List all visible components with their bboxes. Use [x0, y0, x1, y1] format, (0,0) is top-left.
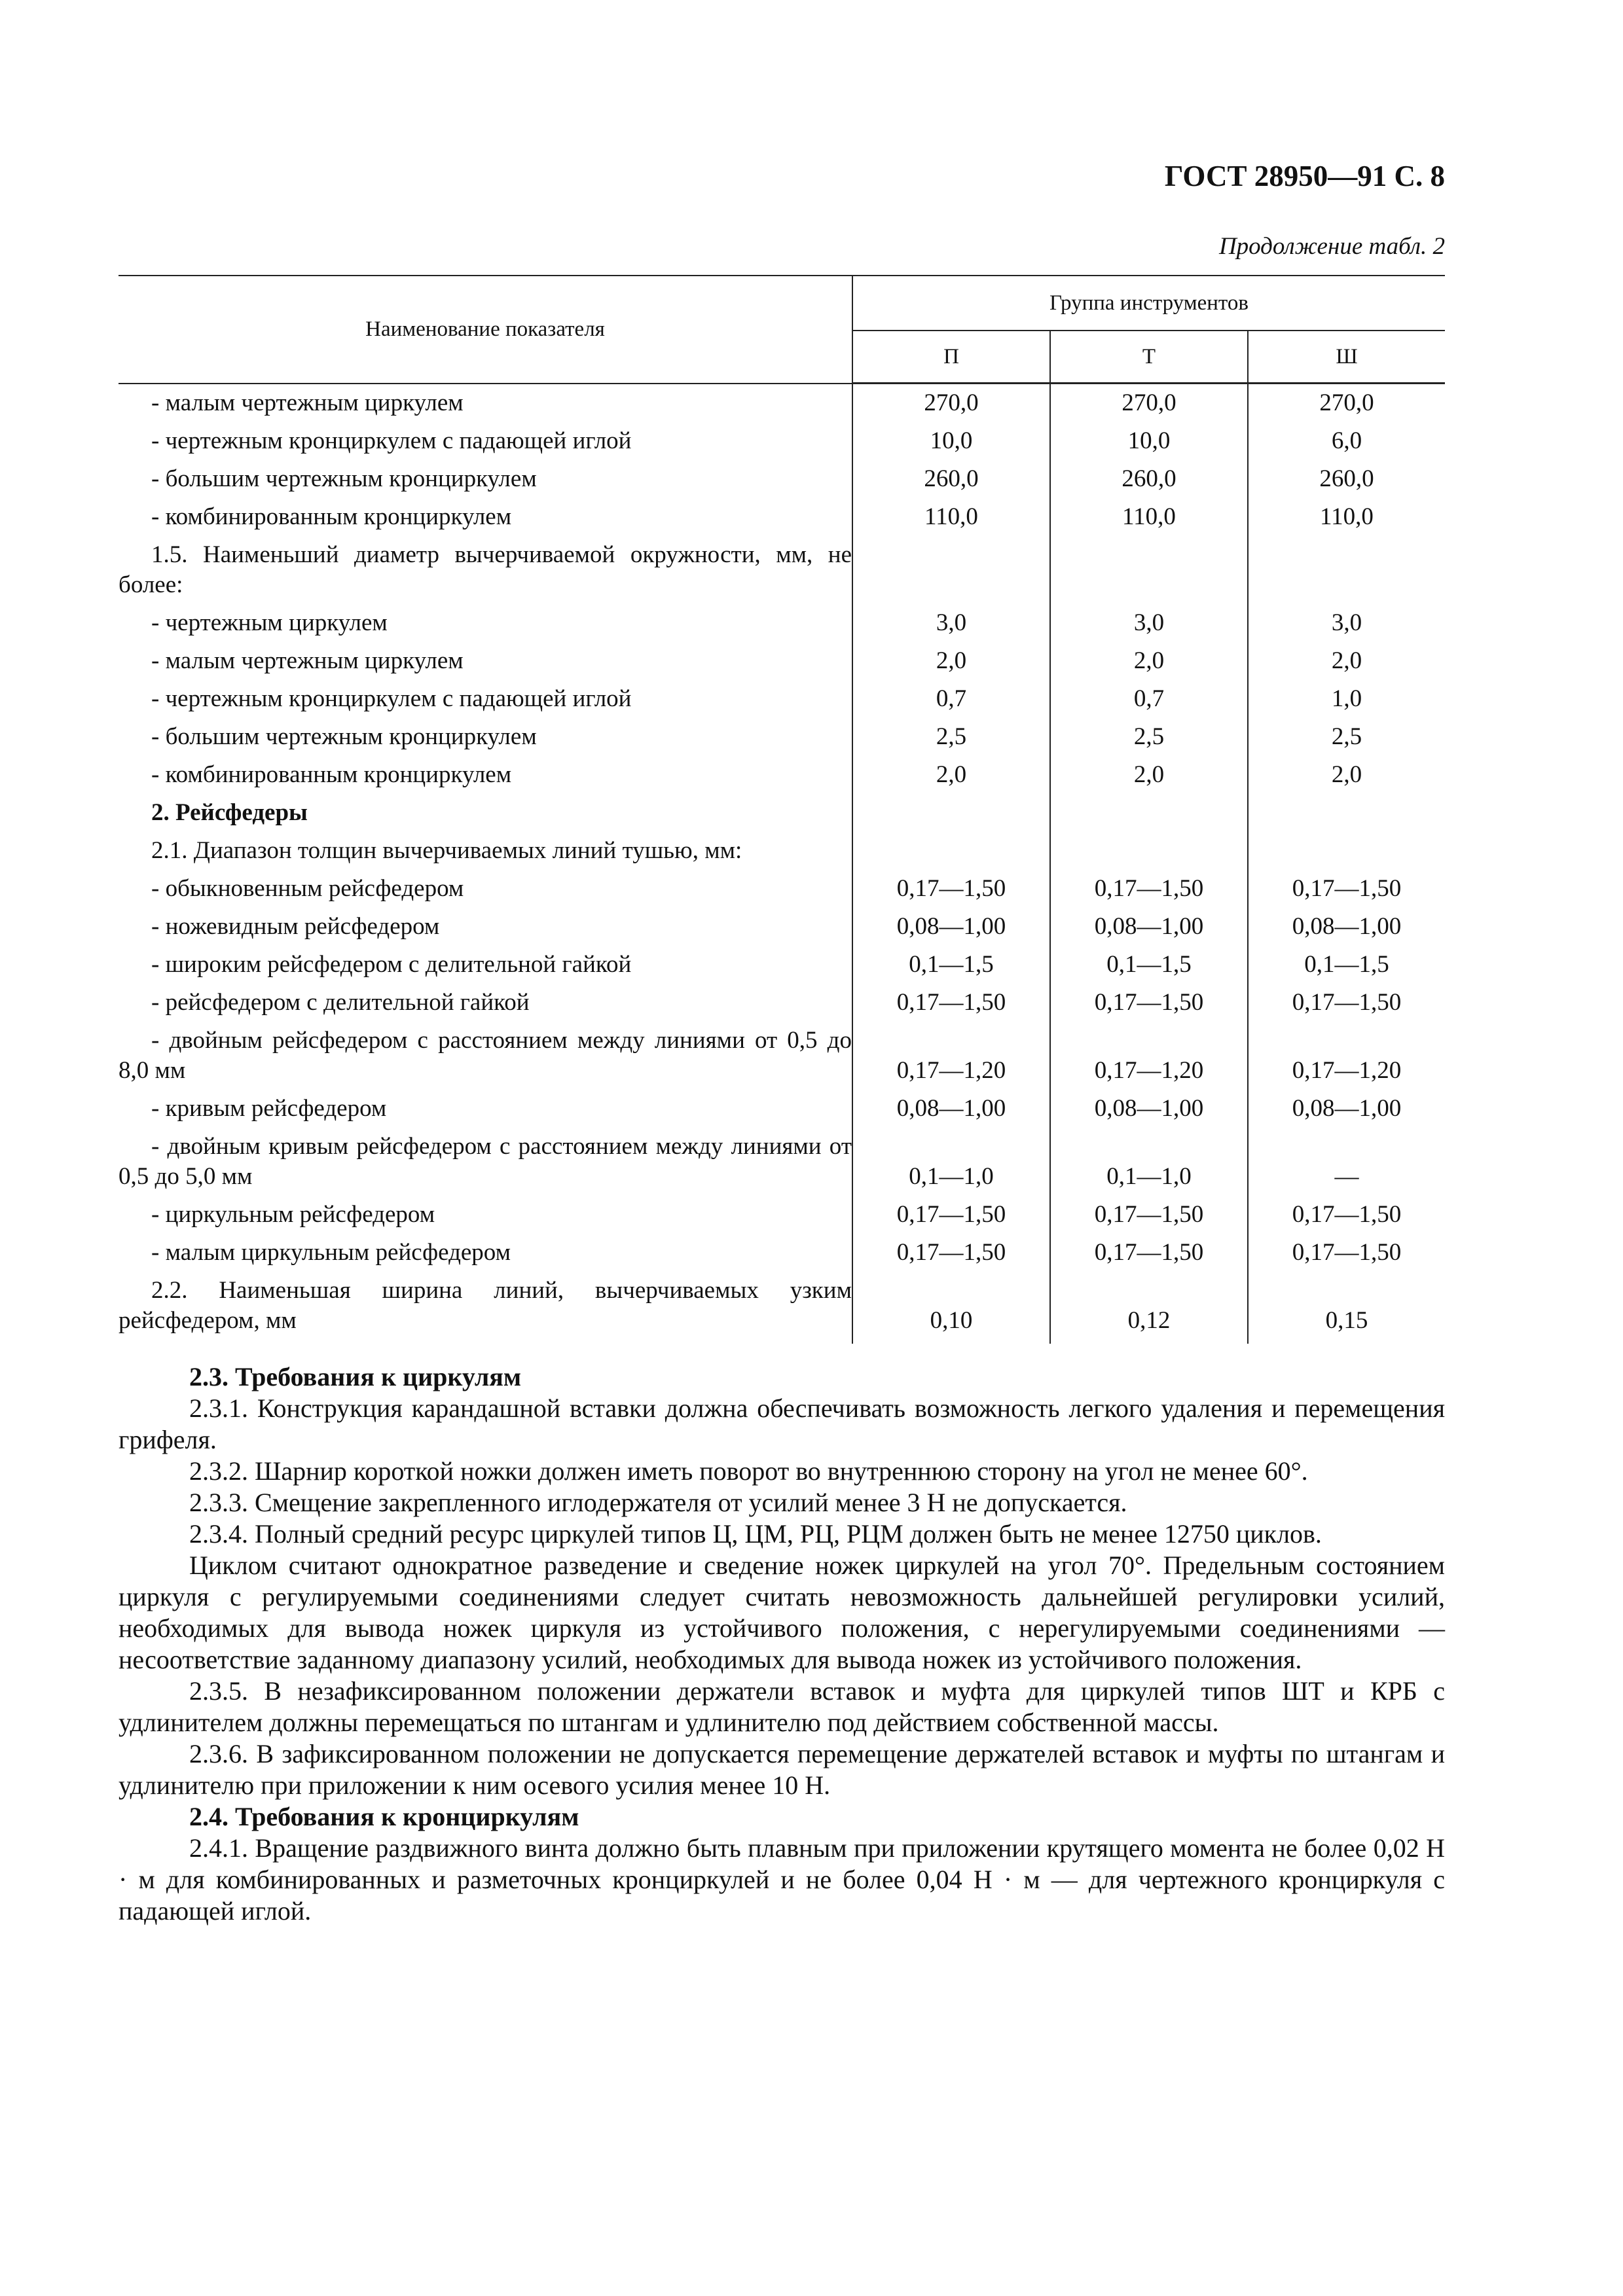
cell-sh: 0,17—1,50: [1248, 1238, 1445, 1276]
cell-sh: 1,0: [1248, 684, 1445, 722]
cell-sh: [1248, 540, 1445, 608]
cell-sh: 270,0: [1248, 384, 1445, 427]
row-label: - циркульным рейсфедером: [151, 1201, 435, 1228]
cell-p: 0,08—1,00: [852, 1094, 1050, 1132]
row-label: 1.5. Наименьший диаметр вычерчиваемой окружности, мм, не более:: [119, 541, 852, 598]
table-row: [119, 836, 1445, 874]
row-label: - рейсфедером с делительной гайкой: [151, 989, 530, 1016]
row-label: 2.1. Диапазон толщин вычерчиваемых линий тушью, мм:: [151, 837, 742, 864]
table-row: [119, 1276, 1445, 1344]
row-label: 2.2. Наименьшая ширина линий, вычерчиваемых узким рейсфедером, мм: [119, 1277, 852, 1334]
cell-t: 110,0: [1050, 502, 1248, 540]
table-row: [119, 950, 1445, 988]
section-heading-compasses: 2.3. Требования к циркулям: [189, 1362, 522, 1391]
row-label: - комбинированным кронциркулем: [151, 503, 512, 530]
cell-sh: 0,17—1,50: [1248, 874, 1445, 912]
cell-sh: 0,08—1,00: [1248, 912, 1445, 950]
section-heading: 2. Рейсфедеры: [151, 799, 308, 826]
row-label: - чертежным кронциркулем с падающей иглой: [151, 427, 632, 454]
row-label: - чертежным циркулем: [151, 609, 388, 636]
cell-t: 2,0: [1050, 760, 1248, 798]
table-continuation-note: Продолжение табл. 2: [1218, 233, 1445, 260]
cell-t: 0,17—1,50: [1050, 1200, 1248, 1238]
cell-sh: 6,0: [1248, 426, 1445, 464]
paragraph: 2.3.3. Смещение закрепленного иглодержателя от усилий менее 3 Н не допускается.: [189, 1488, 1127, 1517]
section-heading-calipers: 2.4. Требования к кронциркулям: [189, 1802, 579, 1831]
row-label: - комбинированным кронциркулем: [151, 761, 512, 788]
cell-sh: [1248, 836, 1445, 874]
cell-sh: 0,17—1,50: [1248, 988, 1445, 1026]
cell-p: 0,7: [852, 684, 1050, 722]
paragraph: Циклом считают однократное разведение и сведение ножек циркулей на угол 70°. Предельным состоянием циркуля с регулируемыми соединениями следует считать невозможность дальнейшей регулировки усилий, необходимых для вывода ножек циркуля из устойчивого положения, с нерегулируемыми соединениями — несоответствие заданному диапазону усилий, необходимых для вывода ножек из устойчивого положения.: [119, 1551, 1445, 1674]
cell-p: 3,0: [852, 608, 1050, 646]
cell-sh: 0,17—1,50: [1248, 1200, 1445, 1238]
row-label: - малым циркульным рейсфедером: [151, 1239, 511, 1266]
cell-sh: 110,0: [1248, 502, 1445, 540]
row-label: - обыкновенным рейсфедером: [151, 875, 464, 902]
cell-t: 0,12: [1050, 1276, 1248, 1344]
cell-p: 0,17—1,50: [852, 1238, 1050, 1276]
row-label: - большим чертежным кронциркулем: [151, 723, 537, 750]
cell-p: 2,0: [852, 760, 1050, 798]
table-row: [119, 722, 1445, 760]
cell-sh: 2,5: [1248, 722, 1445, 760]
table-row: [119, 684, 1445, 722]
body-text: [119, 1361, 1445, 1927]
row-label: - двойным рейсфедером с расстоянием между линиями от 0,5 до 8,0 мм: [119, 1027, 852, 1084]
column-header-group-t: Т: [1050, 331, 1248, 384]
row-label: - чертежным кронциркулем с падающей иглой: [151, 685, 632, 712]
row-label: - малым чертежным циркулем: [151, 389, 464, 416]
paragraph: 2.3.1. Конструкция карандашной вставки должна обеспечивать возможность легкого удаления и перемещения грифеля.: [119, 1393, 1445, 1454]
table-row: [119, 1200, 1445, 1238]
cell-t: 0,7: [1050, 684, 1248, 722]
cell-t: 0,1—1,5: [1050, 950, 1248, 988]
column-header-group-p: П: [852, 331, 1050, 384]
page-header: ГОСТ 28950—91 С. 8: [1164, 160, 1445, 192]
column-header-group-sh: Ш: [1248, 331, 1445, 384]
table-row: [119, 502, 1445, 540]
column-header-group: Группа инструментов: [852, 276, 1445, 331]
cell-t: 2,5: [1050, 722, 1248, 760]
row-label: - широким рейсфедером с делительной гайкой: [151, 951, 632, 978]
cell-sh: 260,0: [1248, 464, 1445, 502]
cell-p: 0,17—1,20: [852, 1026, 1050, 1094]
row-label: - кривым рейсфедером: [151, 1095, 387, 1122]
table-row: [119, 646, 1445, 684]
cell-sh: [1248, 798, 1445, 836]
paragraph: 2.3.2. Шарнир короткой ножки должен иметь поворот во внутреннюю сторону на угол не менее 60°.: [189, 1456, 1308, 1486]
cell-p: 0,10: [852, 1276, 1050, 1344]
row-label: - ножевидным рейсфедером: [151, 913, 440, 940]
cell-p: [852, 798, 1050, 836]
cell-p: 0,17—1,50: [852, 1200, 1050, 1238]
cell-t: 0,08—1,00: [1050, 1094, 1248, 1132]
table-row: [119, 912, 1445, 950]
cell-t: 2,0: [1050, 646, 1248, 684]
cell-sh: 3,0: [1248, 608, 1445, 646]
row-label: - малым чертежным циркулем: [151, 647, 464, 674]
paragraph: 2.4.1. Вращение раздвижного винта должно быть плавным при приложении крутящего момента не более 0,02 Н · м для комбинированных и разметочных кронциркулей и не более 0,04 Н · м — для чертежного кронциркуля с падающей иглой.: [119, 1833, 1445, 1926]
cell-sh: 0,15: [1248, 1276, 1445, 1344]
table-row: [119, 540, 1445, 608]
table-row: [119, 426, 1445, 464]
table-row: [119, 760, 1445, 798]
table-row: [119, 608, 1445, 646]
cell-sh: 0,08—1,00: [1248, 1094, 1445, 1132]
cell-p: 0,1—1,5: [852, 950, 1050, 988]
cell-t: 0,17—1,50: [1050, 988, 1248, 1026]
paragraph: 2.3.4. Полный средний ресурс циркулей типов Ц, ЦМ, РЦ, РЦМ должен быть не менее 12750 циклов.: [189, 1519, 1322, 1549]
table-row: [119, 988, 1445, 1026]
cell-t: 0,17—1,50: [1050, 874, 1248, 912]
cell-t: [1050, 798, 1248, 836]
cell-t: 260,0: [1050, 464, 1248, 502]
table-row: [119, 798, 1445, 836]
table-row: [119, 464, 1445, 502]
table-row: [119, 384, 1445, 427]
table-row: [119, 1132, 1445, 1200]
cell-sh: —: [1248, 1132, 1445, 1200]
cell-p: 110,0: [852, 502, 1050, 540]
column-header-name: Наименование показателя: [119, 276, 852, 384]
cell-sh: 2,0: [1248, 760, 1445, 798]
spec-table: [119, 275, 1445, 1344]
cell-p: [852, 836, 1050, 874]
cell-p: 10,0: [852, 426, 1050, 464]
paragraph: 2.3.5. В незафиксированном положении держатели вставок и муфта для циркулей типов ШТ и КРБ с удлинителем должны перемещаться по штангам и удлинителю под действием собственной массы.: [119, 1676, 1445, 1737]
cell-p: 270,0: [852, 384, 1050, 427]
cell-p: [852, 540, 1050, 608]
cell-sh: 0,17—1,20: [1248, 1026, 1445, 1094]
row-label: - двойным кривым рейсфедером с расстоянием между линиями от 0,5 до 5,0 мм: [119, 1133, 852, 1190]
cell-p: 0,17—1,50: [852, 874, 1050, 912]
cell-p: 260,0: [852, 464, 1050, 502]
table-row: [119, 1094, 1445, 1132]
cell-t: 0,08—1,00: [1050, 912, 1248, 950]
cell-t: 270,0: [1050, 384, 1248, 427]
table-row: [119, 874, 1445, 912]
table-row: [119, 1026, 1445, 1094]
cell-sh: 0,1—1,5: [1248, 950, 1445, 988]
paragraph: 2.3.6. В зафиксированном положении не допускается перемещение держателей вставок и муфты по штангам и удлинителю при приложении к ним осевого усилия менее 10 Н.: [119, 1739, 1445, 1800]
cell-t: [1050, 540, 1248, 608]
cell-t: [1050, 836, 1248, 874]
row-label: - большим чертежным кронциркулем: [151, 465, 537, 492]
cell-p: 0,08—1,00: [852, 912, 1050, 950]
cell-t: 0,1—1,0: [1050, 1132, 1248, 1200]
cell-t: 10,0: [1050, 426, 1248, 464]
table-row: [119, 1238, 1445, 1276]
cell-p: 2,5: [852, 722, 1050, 760]
cell-p: 2,0: [852, 646, 1050, 684]
cell-sh: 2,0: [1248, 646, 1445, 684]
cell-p: 0,1—1,0: [852, 1132, 1050, 1200]
cell-t: 0,17—1,50: [1050, 1238, 1248, 1276]
cell-t: 3,0: [1050, 608, 1248, 646]
cell-p: 0,17—1,50: [852, 988, 1050, 1026]
cell-t: 0,17—1,20: [1050, 1026, 1248, 1094]
